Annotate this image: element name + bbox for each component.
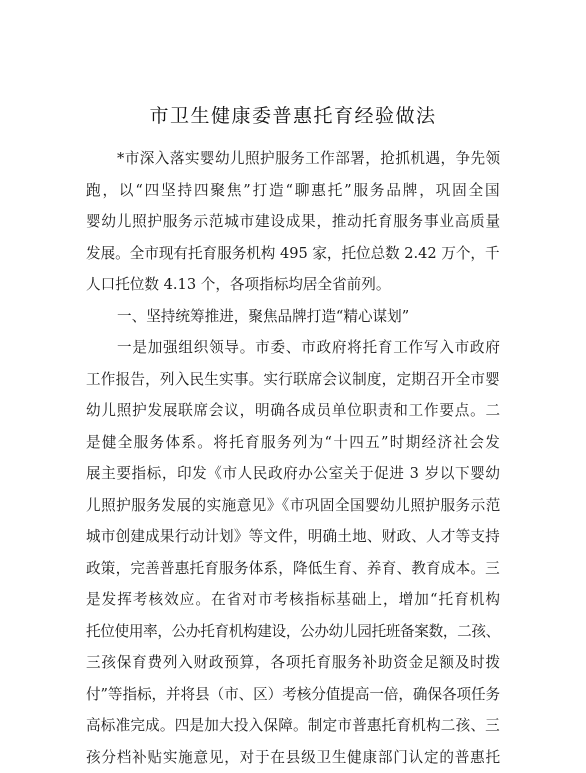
- body-text-line: 幼儿照护发展联席会议，明确各成员单位职责和工作要点。二: [86, 402, 501, 419]
- body-text-line: 展主要指标，印发《市人民政府办公室关于促进 3 岁以下婴幼: [86, 465, 501, 482]
- document-title: 市卫生健康委普惠托育经验做法: [149, 105, 437, 127]
- body-text-line: 婴幼儿照护服务示范城市建设成果，推动托育服务事业高质量: [86, 213, 501, 230]
- body-text-line: *市深入落实婴幼儿照护服务工作部署，抢抓机遇，争先领: [117, 150, 501, 167]
- body-text-line: 一、坚持统筹推进，聚焦品牌打造“精心谋划”: [117, 307, 410, 325]
- body-text-line: 高标准完成。四是加大投入保障。制定市普惠托育机构二孩、三: [86, 717, 500, 734]
- body-text-line: 付”等指标，并将县（市、区）考核分值提高一倍，确保各项任务: [86, 685, 501, 703]
- body-text-line: 人口托位数 4.13 个，各项指标均居全省前列。: [86, 276, 391, 293]
- body-text-line: 一是加强组织领导。市委、市政府将托育工作写入市政府: [117, 339, 501, 356]
- body-text-line: 三孩保育费列入财政预算，各项托育服务补助资金足额及时拨: [86, 654, 501, 671]
- body-text-line: 儿照护服务发展的实施意见》《市巩固全国婴幼儿照护服务示范: [86, 496, 501, 514]
- body-text-line: 托位使用率，公办托育机构建设，公办幼儿园托班备案数，二孩、: [86, 622, 500, 640]
- body-text-line: 政策，完善普惠托育服务体系，降低生育、养育、教育成本。三: [86, 559, 500, 577]
- body-text-line: 城市创建成果行动计划》等文件，明确土地、财政、人才等支持: [86, 528, 500, 545]
- body-text-line: 是发挥考核效应。在省对市考核指标基础上，增加“托育机构: [86, 591, 501, 608]
- body-text-line: 工作报告，列入民生实事。实行联席会议制度，定期召开全市婴: [86, 370, 500, 388]
- body-text-line: 跑，以“四坚持四聚焦”打造“聊惠托”服务品牌，巩固全国: [86, 181, 502, 199]
- body-text-line: 发展。全市现有托育服务机构 495 家，托位总数 2.42 万个，千: [86, 244, 500, 262]
- body-text-line: 是健全服务体系。将托育服务列为“十四五”时期经济社会发: [86, 433, 502, 451]
- body-text-line: 孩分档补贴实施意见，对于在县级卫生健康部门认定的普惠托: [86, 748, 501, 766]
